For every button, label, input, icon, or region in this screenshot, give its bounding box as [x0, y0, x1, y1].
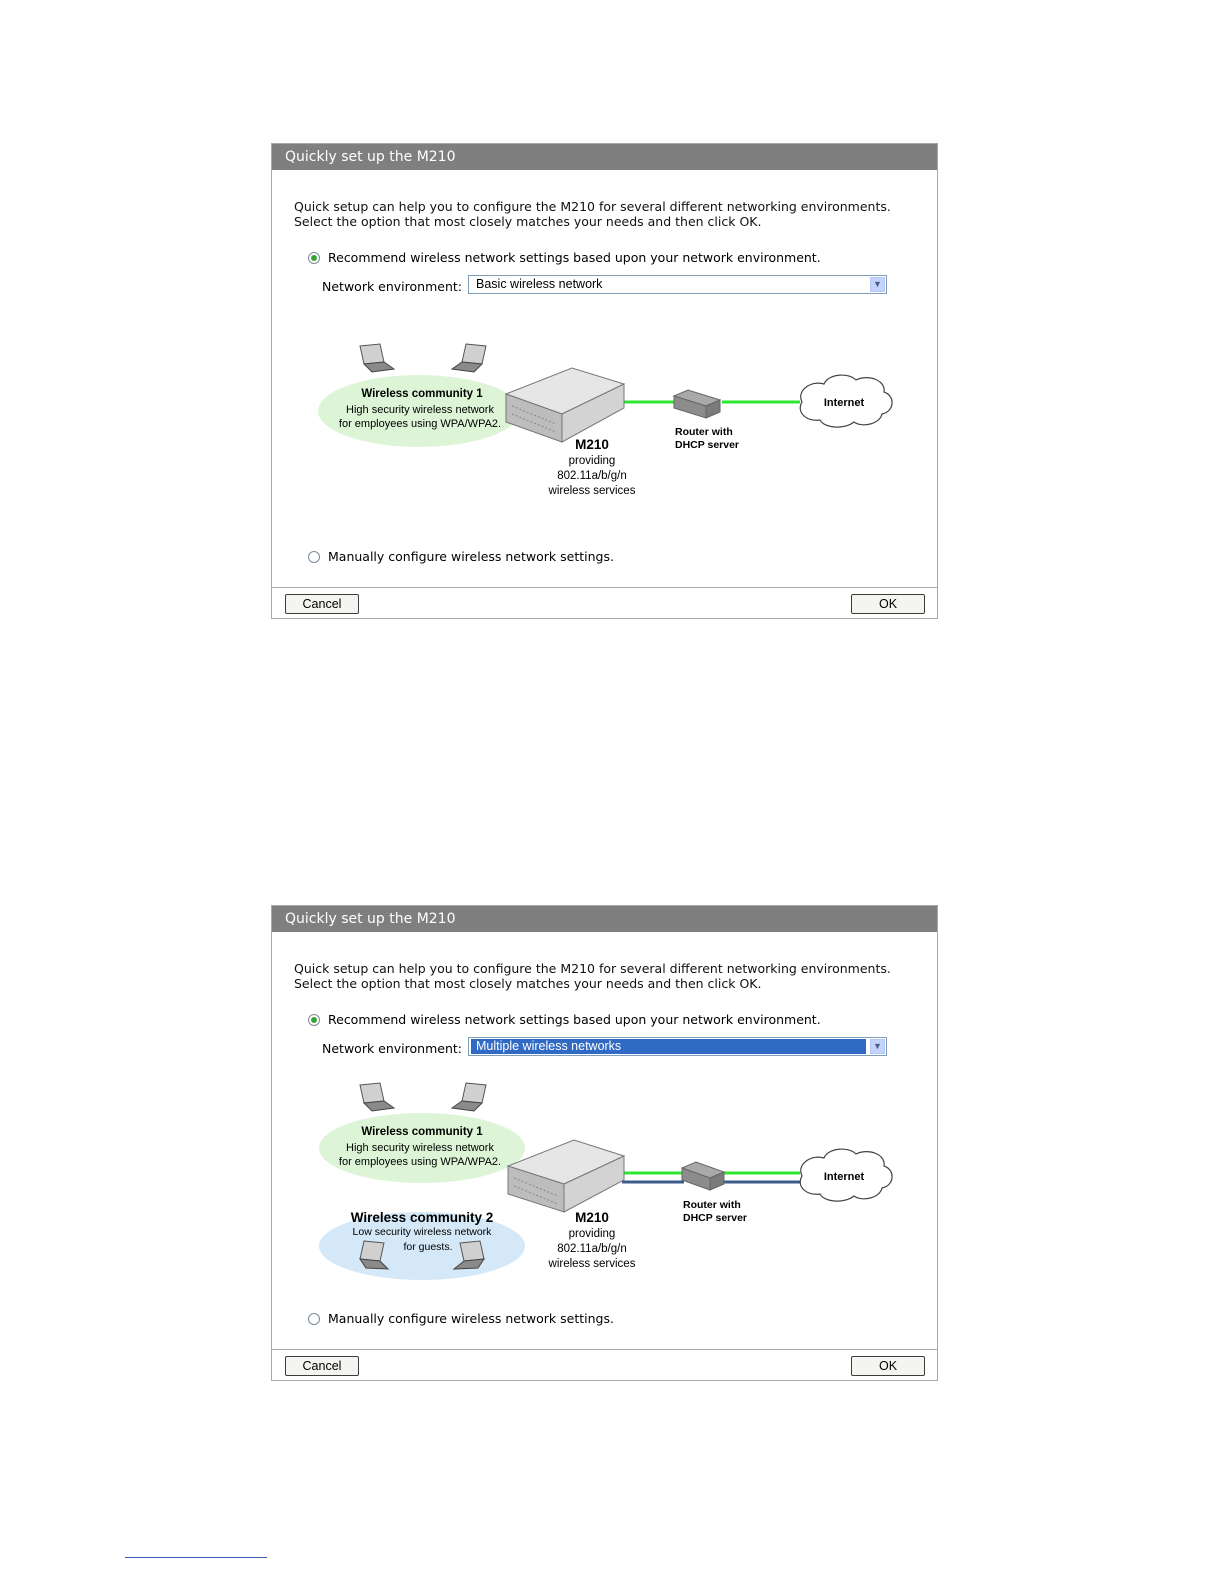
device-line-2: 802.11a/b/g/n — [557, 470, 627, 482]
router-icon — [674, 390, 720, 418]
recommend-label: Recommend wireless network settings based upon your network environment. — [328, 250, 821, 265]
community-1-line-1: High security wireless network — [346, 404, 494, 416]
router-line-2: DHCP server — [675, 439, 740, 451]
m210-device-icon — [508, 1140, 624, 1212]
router-line-2: DHCP server — [683, 1212, 748, 1224]
internet-label: Internet — [823, 1171, 865, 1183]
community-1-line-2: for employees using WPA/WPA2. — [338, 1156, 502, 1168]
device-name: M210 — [575, 437, 609, 452]
device-name: M210 — [575, 1210, 609, 1225]
ok-button[interactable]: OK — [851, 594, 925, 614]
device-line-3: wireless services — [548, 1258, 636, 1270]
intro-line-1: Quick setup can help you to configure the M210 for several different networking environments. — [294, 961, 891, 976]
laptop-icon — [452, 344, 486, 372]
network-environment-label: Network environment: — [322, 1041, 462, 1056]
laptop-icon — [452, 1083, 486, 1111]
quick-setup-dialog-multiple — [271, 905, 938, 1381]
cancel-button[interactable]: Cancel — [285, 1356, 359, 1376]
intro-line-2: Select the option that most closely matches your needs and then click OK. — [294, 976, 762, 991]
community-1-line-1: High security wireless network — [346, 1142, 494, 1154]
router-line-1: Router with — [675, 426, 733, 438]
device-line-1: providing — [568, 455, 616, 467]
manual-option[interactable] — [308, 549, 614, 564]
community-1-line-2: for employees using WPA/WPA2. — [338, 418, 502, 430]
network-environment-value: Basic wireless network — [476, 277, 603, 291]
footer-link-underline — [125, 1557, 267, 1558]
dialog-title: Quickly set up the M210 — [272, 144, 937, 170]
cancel-button[interactable]: Cancel — [285, 594, 359, 614]
network-diagram-basic — [272, 144, 937, 584]
ok-button[interactable]: OK — [851, 1356, 925, 1376]
intro-line-1: Quick setup can help you to configure the M210 for several different networking environments. — [294, 199, 891, 214]
internet-label: Internet — [823, 397, 865, 409]
network-environment-label: Network environment: — [322, 279, 462, 294]
network-environment-value: Multiple wireless networks — [471, 1039, 866, 1054]
device-line-2: 802.11a/b/g/n — [557, 1243, 627, 1255]
community-1-title: Wireless community 1 — [361, 1126, 483, 1138]
manual-radio[interactable] — [308, 1313, 320, 1325]
recommend-label: Recommend wireless network settings based upon your network environment. — [328, 1012, 821, 1027]
router-icon — [682, 1162, 724, 1190]
manual-label: Manually configure wireless network settings. — [328, 1311, 614, 1326]
manual-radio[interactable] — [308, 551, 320, 563]
chevron-down-icon[interactable]: ▼ — [870, 277, 885, 292]
community-2-line-1: Low security wireless network — [352, 1226, 492, 1238]
community-2-line-2: for guests. — [403, 1241, 453, 1253]
dialog-title: Quickly set up the M210 — [272, 906, 937, 932]
footer-divider — [272, 587, 937, 588]
laptop-icon — [360, 1083, 394, 1111]
router-line-1: Router with — [683, 1199, 741, 1211]
network-diagram-multiple — [272, 906, 937, 1346]
device-line-3: wireless services — [548, 485, 636, 497]
community-1-title: Wireless community 1 — [361, 388, 483, 400]
chevron-down-icon[interactable]: ▼ — [870, 1039, 885, 1054]
manual-option[interactable] — [308, 1311, 614, 1326]
laptop-icon — [360, 344, 394, 372]
footer-divider — [272, 1349, 937, 1350]
device-line-1: providing — [568, 1228, 616, 1240]
m210-device-icon — [506, 368, 624, 442]
intro-line-2: Select the option that most closely matches your needs and then click OK. — [294, 214, 762, 229]
quick-setup-dialog-basic — [271, 143, 938, 619]
community-2-title: Wireless community 2 — [350, 1210, 494, 1225]
manual-label: Manually configure wireless network settings. — [328, 549, 614, 564]
